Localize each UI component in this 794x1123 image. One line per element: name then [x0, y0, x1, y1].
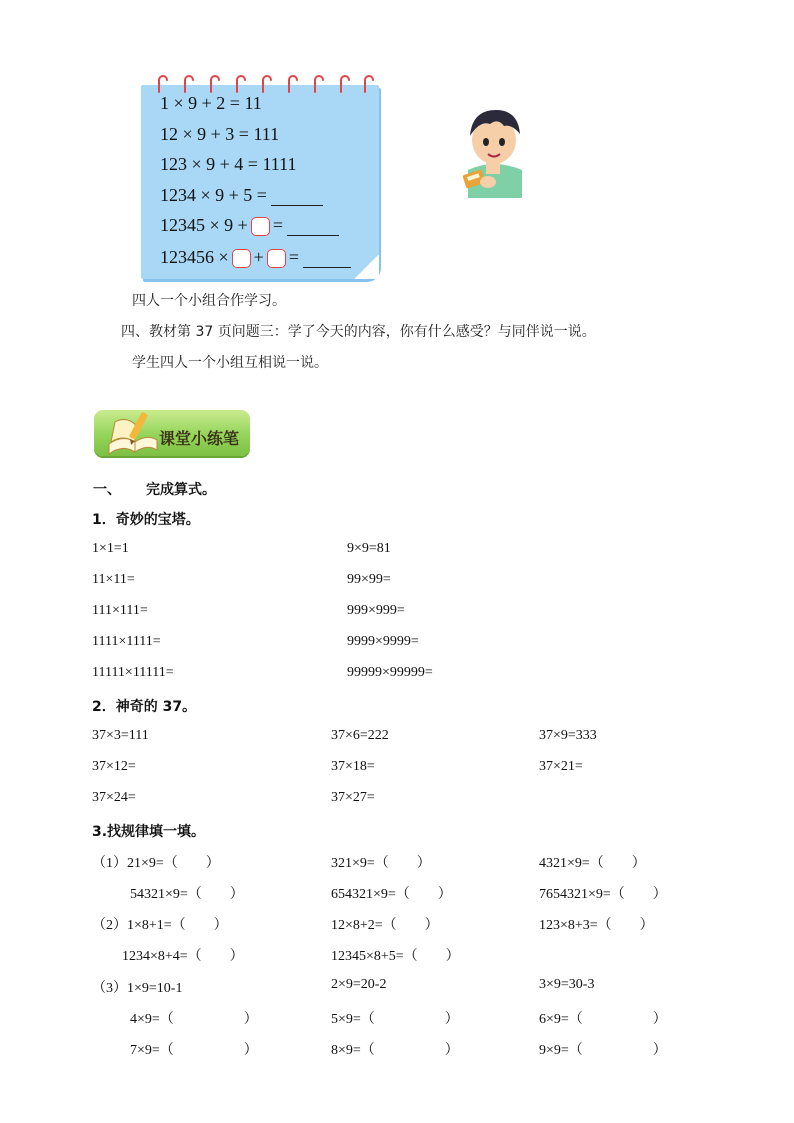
q2-title: 2．神奇的 37。	[92, 699, 197, 715]
number-placeholder-box[interactable]	[232, 249, 251, 268]
q2-r1-c2: 37×21=	[539, 759, 583, 774]
q3-p2-r0-c0: （2）1×8+1=（ ）	[92, 918, 228, 933]
q3-p2-r1-c0: 1234×8+4=（ ）	[122, 949, 244, 964]
q1-left-1: 11×11=	[92, 572, 135, 587]
q3-p3-r0-c0: （3）1×9=10-1	[92, 981, 183, 996]
q1-title: 1．奇妙的宝塔。	[92, 512, 200, 528]
q3-p3-r1-c0: 4×9=（ ）	[130, 1012, 258, 1027]
q2-r0-c0: 37×3=111	[92, 728, 149, 743]
equation-2: 12 × 9 + 3 = 111	[160, 124, 280, 144]
answer-blank[interactable]	[287, 217, 339, 236]
q3-title: 3.找规律填一填。	[92, 824, 206, 840]
q3-p3-r2-c2: 9×9=（ ）	[539, 1043, 667, 1058]
q3-p1-r0-c2: 4321×9=（ ）	[539, 856, 646, 871]
q3-p2-r0-c2: 123×8+3=（ ）	[539, 918, 654, 933]
q1-left-3: 1111×1111=	[92, 634, 161, 649]
banner-title: 课堂小练笔	[159, 429, 240, 448]
q3-p3-r2-c1: 8×9=（ ）	[331, 1043, 459, 1058]
boy-with-calculator-icon	[458, 106, 530, 198]
section-number: 一、	[93, 482, 121, 498]
number-placeholder-box[interactable]	[267, 249, 286, 268]
section-title: 完成算式。	[146, 482, 216, 498]
question-four-text: 四、教材第 37 页问题三：学了今天的内容，你有什么感受？与同伴说一说。	[121, 324, 596, 340]
equation-1: 1 × 9 + 2 = 11	[160, 93, 262, 113]
q3-p1-r0-c0: （1）21×9=（ ）	[92, 856, 220, 871]
notebook-pencil-icon	[103, 410, 161, 456]
q3-p3-r2-c0: 7×9=（ ）	[130, 1043, 258, 1058]
spiral-rings-icon	[153, 74, 375, 94]
q1-right-3: 9999×9999=	[347, 634, 419, 649]
answer-blank[interactable]	[271, 187, 323, 206]
q3-p2-r1-c1: 12345×8+5=（ ）	[331, 949, 460, 964]
equation-4: 1234 × 9 + 5 =	[160, 184, 323, 206]
q3-p1-r0-c1: 321×9=（ ）	[331, 856, 431, 871]
equation-5: 12345 × 9 + =	[160, 214, 339, 236]
q2-r2-c1: 37×27=	[331, 790, 375, 805]
q1-left-2: 111×111=	[92, 603, 148, 618]
q2-r2-c0: 37×24=	[92, 790, 136, 805]
q1-left-0: 1×1=1	[92, 541, 129, 556]
q2-r1-c1: 37×18=	[331, 759, 375, 774]
equation-3: 123 × 9 + 4 = 1111	[160, 154, 297, 174]
q2-r0-c2: 37×9=333	[539, 728, 597, 743]
q3-p1-r1-c1: 654321×9=（ ）	[331, 887, 452, 902]
q3-p3-r1-c2: 6×9=（ ）	[539, 1012, 667, 1027]
notepad-folded-corner	[353, 255, 379, 279]
q2-r0-c1: 37×6=222	[331, 728, 389, 743]
q3-p3-r0-c1: 2×9=20-2	[331, 977, 387, 992]
group-study-text: 四人一个小组合作学习。	[132, 293, 286, 309]
discuss-text: 学生四人一个小组互相说一说。	[132, 355, 328, 371]
q1-right-0: 9×9=81	[347, 541, 391, 556]
q2-r1-c0: 37×12=	[92, 759, 136, 774]
q1-left-4: 11111×11111=	[92, 665, 174, 680]
q3-p1-r1-c2: 7654321×9=（ ）	[539, 887, 667, 902]
equation-6: 123456 × + =	[160, 246, 351, 268]
q1-right-2: 999×999=	[347, 603, 405, 618]
q3-p2-r0-c1: 12×8+2=（ ）	[331, 918, 439, 933]
q3-p3-r1-c1: 5×9=（ ）	[331, 1012, 459, 1027]
q3-p1-r1-c0: 54321×9=（ ）	[130, 887, 244, 902]
q3-p3-r0-c2: 3×9=30-3	[539, 977, 595, 992]
q1-right-4: 99999×99999=	[347, 665, 433, 680]
q1-right-1: 99×99=	[347, 572, 391, 587]
answer-blank[interactable]	[303, 249, 351, 268]
number-placeholder-box[interactable]	[251, 217, 270, 236]
